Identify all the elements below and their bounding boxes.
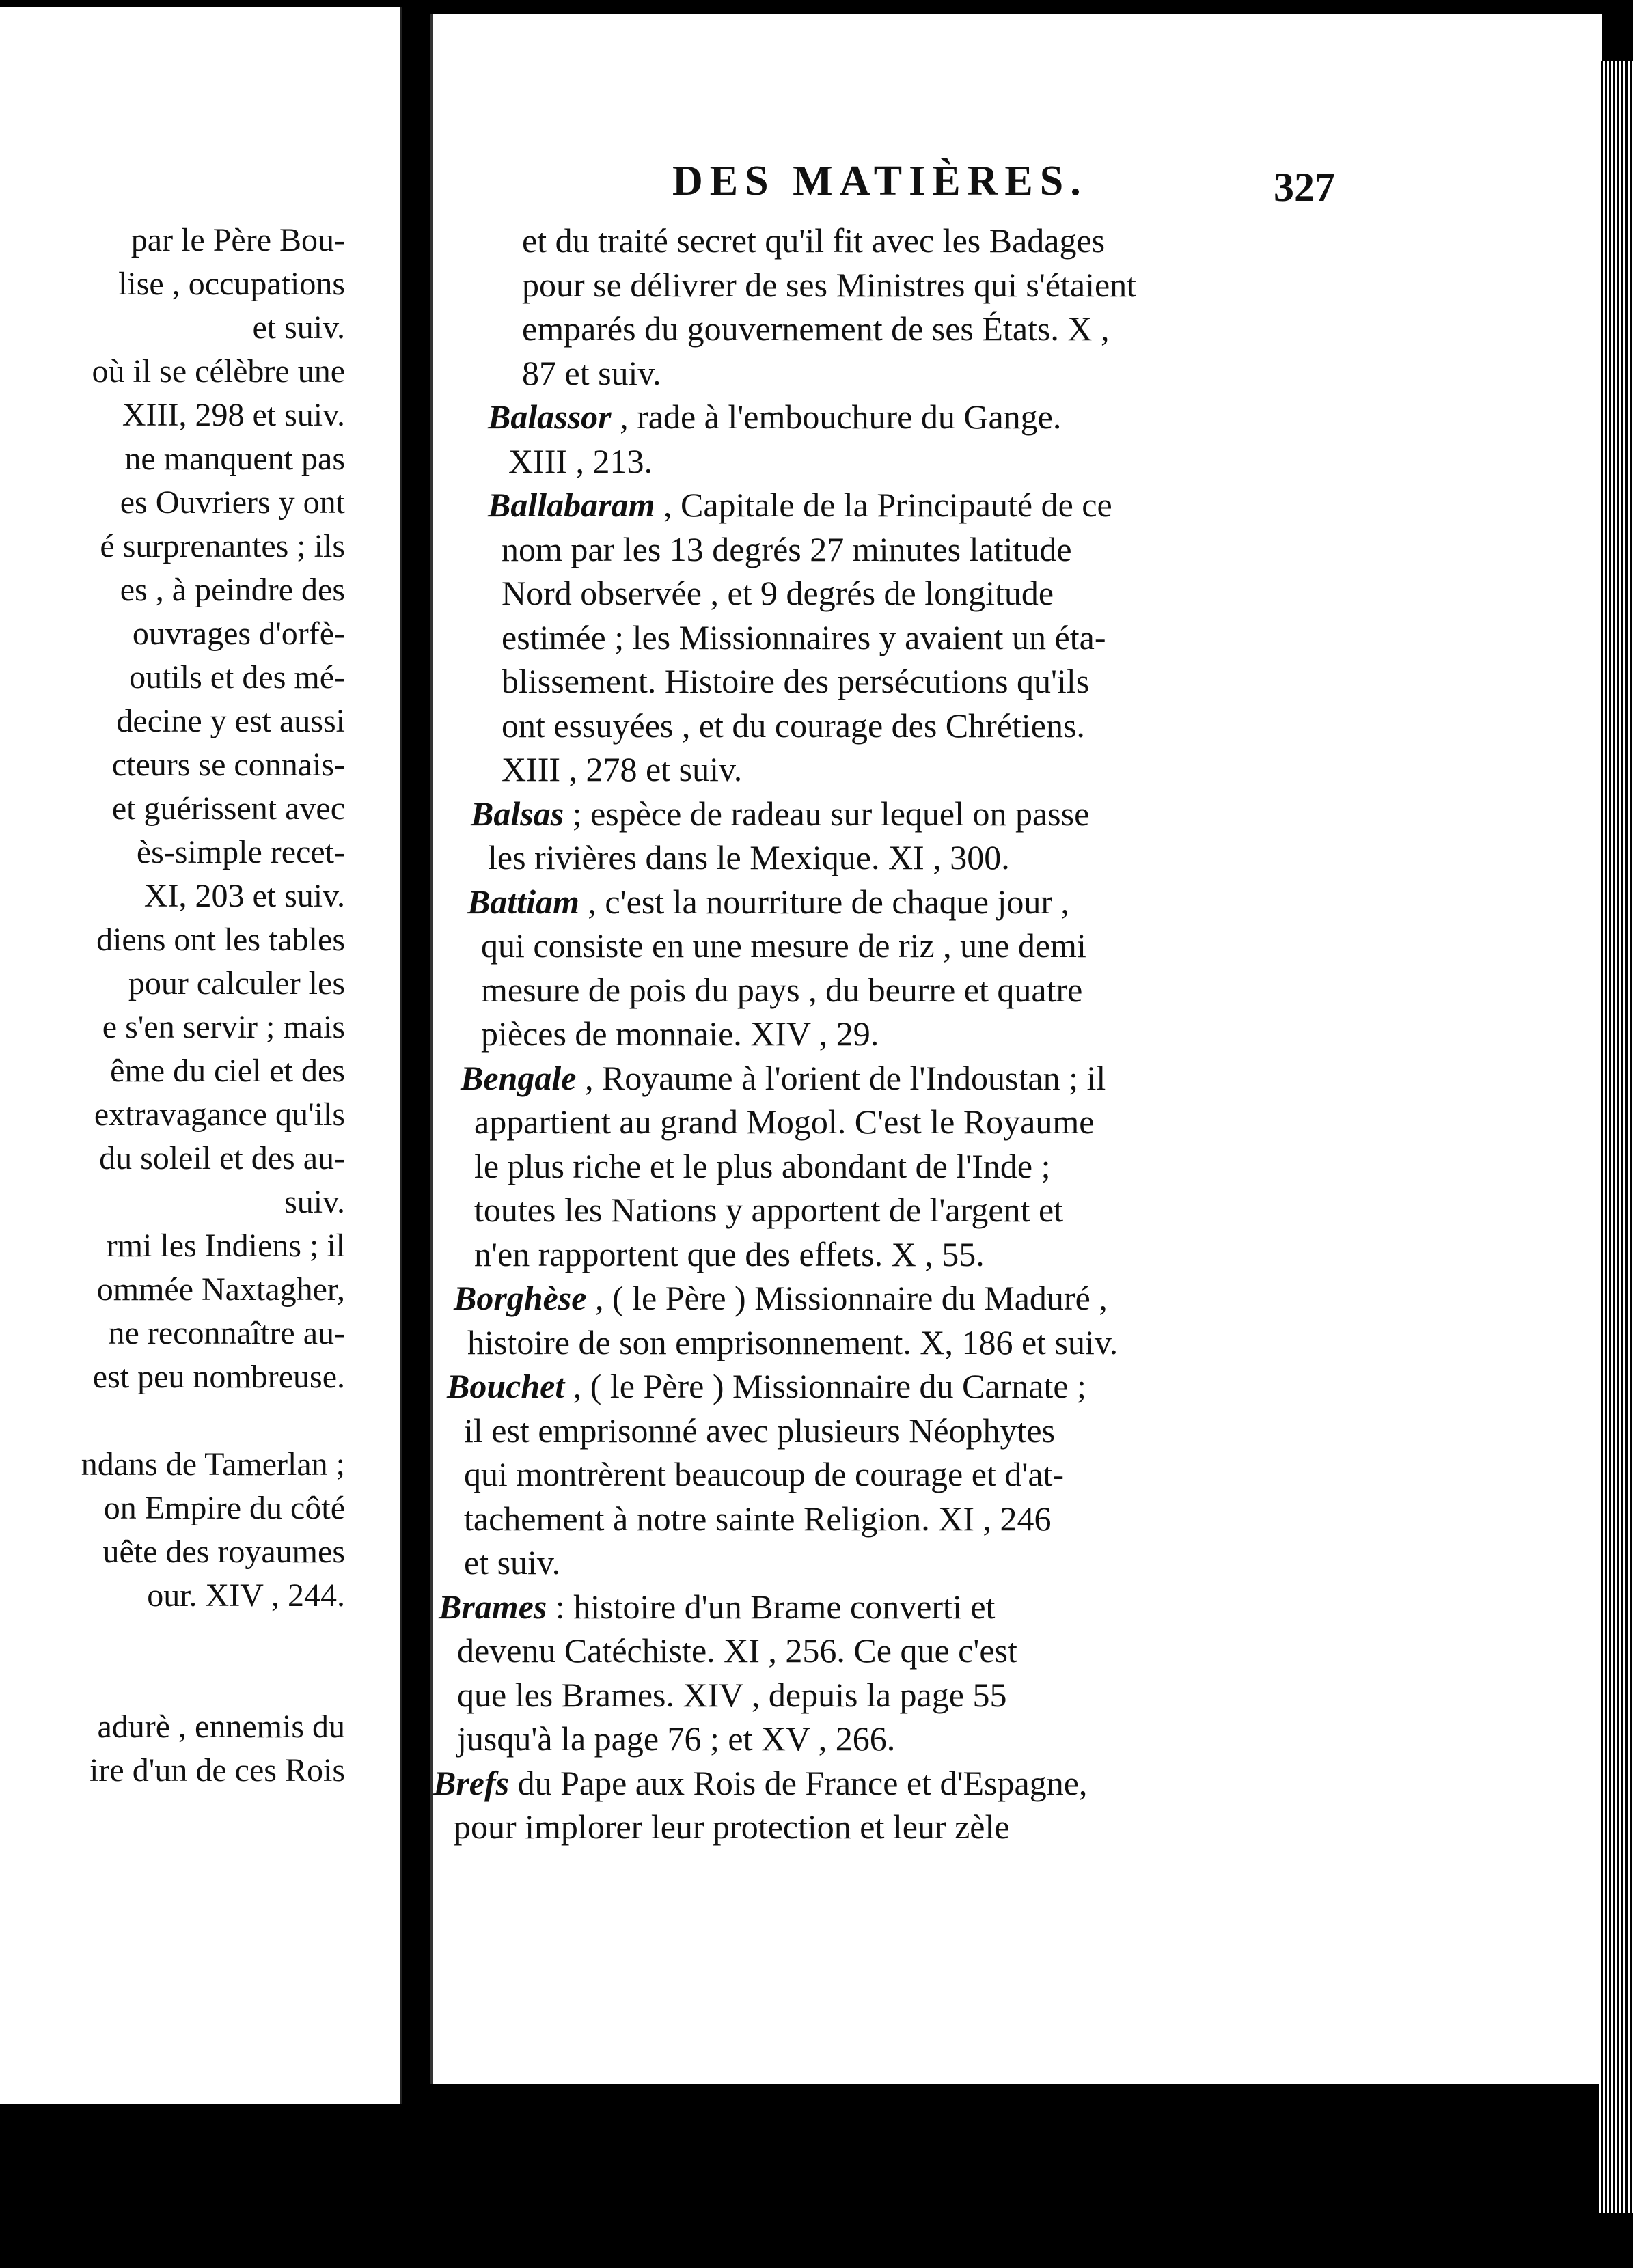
index-entry-line <box>454 1805 1526 1849</box>
index-entry-text: jusqu'à la page 76 ; et XV , 266. <box>457 1719 896 1758</box>
index-entry-line <box>481 924 1526 968</box>
right-page <box>430 14 1602 2084</box>
index-entry-heading: Bouchet <box>447 1367 565 1405</box>
index-entry-text: , ( le Père ) Missionnaire du Maduré , <box>586 1279 1108 1317</box>
left-page-line: ès-simple recet- <box>136 834 345 870</box>
index-entry-line <box>464 1452 1526 1497</box>
index-entry-line <box>502 571 1526 616</box>
index-entry-line <box>474 1100 1526 1144</box>
left-page-line: on Empire du côté <box>103 1490 345 1526</box>
index-entry-heading: Brames <box>439 1587 547 1626</box>
index-entry-heading: Brefs <box>433 1763 510 1802</box>
index-entry-line <box>474 1144 1526 1189</box>
index-entry-line <box>502 747 1526 792</box>
left-page-line <box>0 1399 400 1443</box>
index-entry-first-line <box>454 1276 1526 1320</box>
index-entry-line <box>488 835 1526 880</box>
left-page-line: extravagance qu'ils <box>94 1096 345 1133</box>
index-entry-text: , Capitale de la Principauté de ce <box>655 486 1112 524</box>
index-entry-line <box>464 1540 1526 1585</box>
index-entry-text: blissement. Histoire des persécutions qu'ils <box>502 662 1090 700</box>
index-entry-text: qui consiste en une mesure de riz , une demi <box>481 926 1086 965</box>
index-entry-first-line <box>488 395 1526 439</box>
index-entry-line <box>502 704 1526 748</box>
index-entry-line <box>467 1320 1526 1365</box>
page-number: 327 <box>1274 165 1335 210</box>
index-entry-text: XIII , 213. <box>508 441 653 480</box>
left-page-line: e s'en servir ; mais <box>102 1009 345 1045</box>
index-entry-text: appartient au grand Mogol. C'est le Royaume <box>474 1103 1095 1141</box>
left-page-line: XIII, 298 et suiv. <box>122 397 345 433</box>
index-entry-text: XIII , 278 et suiv. <box>502 750 743 788</box>
index-entry-text: emparés du gouvernement de ses États. X , <box>522 309 1110 348</box>
left-page-line <box>0 1661 400 1705</box>
index-entry-first-line <box>461 1056 1526 1101</box>
index-entry-text: devenu Catéchiste. XI , 256. Ce que c'est <box>457 1631 1017 1670</box>
running-header: DES MATIÈRES. <box>672 158 1088 204</box>
index-entry-text: n'en rapportent que des effets. X , 55. <box>474 1234 985 1273</box>
book-gutter <box>402 0 430 2268</box>
index-entry-text: du Pape aux Rois de France et d'Espagne, <box>509 1763 1088 1802</box>
left-page-line: et suiv. <box>252 309 345 346</box>
index-entry-text: , c'est la nourriture de chaque jour , <box>579 882 1069 921</box>
left-page-line: é surprenantes ; ils <box>100 528 345 564</box>
index-entry-line <box>457 1717 1526 1761</box>
index-entry-line <box>474 1232 1526 1277</box>
left-page-line: es , à peindre des <box>120 572 345 608</box>
index-entry-heading: Balassor <box>488 398 612 436</box>
index-entry-text: les rivières dans le Mexique. XI , 300. <box>488 838 1010 876</box>
index-entry-text: toutes les Nations y apportent de l'argent et <box>474 1191 1064 1229</box>
index-entry-text: estimée ; les Missionnaires y avaient un éta- <box>502 618 1106 656</box>
index-entry-text: Nord observée , et 9 degrés de longitude <box>502 574 1054 612</box>
left-page-line: ommée Naxtagher, <box>96 1271 345 1308</box>
index-entry-line <box>464 1409 1526 1453</box>
index-entry-line <box>508 439 1526 484</box>
left-page-line: XI, 203 et suiv. <box>143 878 345 914</box>
left-page-line: est peu nombreuse. <box>92 1359 345 1395</box>
index-entry-first-line <box>471 792 1526 836</box>
left-page-line: outils et des mé- <box>129 659 345 695</box>
index-entry-heading: Bengale <box>461 1058 577 1097</box>
page-edges <box>1599 61 1633 2213</box>
left-page-line: pour calculer les <box>128 965 345 1001</box>
left-page-line: ne reconnaître au- <box>108 1315 345 1351</box>
index-entry-text: histoire de son emprisonnement. X, 186 et suiv. <box>467 1323 1119 1361</box>
left-page-line: decine y est aussi <box>116 703 345 739</box>
index-entry-heading: Battiam <box>467 882 579 921</box>
index-entry-first-line <box>439 1585 1526 1629</box>
index-entry-text: pièces de monnaie. XIV , 29. <box>481 1014 879 1053</box>
index-entry-heading: Ballabaram <box>488 486 655 524</box>
left-page <box>0 7 402 2104</box>
left-page-line: diens ont les tables <box>96 922 345 958</box>
index-entry-line <box>502 659 1526 704</box>
left-page-line: ire d'un de ces Rois <box>90 1752 345 1788</box>
index-entries <box>433 219 1526 1849</box>
index-entry-text: 87 et suiv. <box>522 353 661 392</box>
index-entry-line <box>481 1012 1526 1056</box>
index-entry-first-line <box>447 1364 1526 1409</box>
index-entry-text: et du traité secret qu'il fit avec les Badages <box>522 221 1106 260</box>
index-entry-text: nom par les 13 degrés 27 minutes latitude <box>502 529 1072 568</box>
left-page-line: adurè , ennemis du <box>97 1709 345 1745</box>
left-page-line: ouvrages d'orfè- <box>132 616 345 652</box>
index-entry-text: , ( le Père ) Missionnaire du Carnate ; <box>564 1367 1086 1405</box>
index-entry-line <box>522 307 1526 351</box>
index-entry-text: il est emprisonné avec plusieurs Néophytes <box>464 1411 1056 1450</box>
index-entry-heading: Balsas <box>471 794 564 833</box>
index-entry-text: pour implorer leur protection et leur zèle <box>454 1808 1010 1846</box>
index-entry-line <box>481 968 1526 1012</box>
left-page-line: ême du ciel et des <box>110 1053 345 1089</box>
left-page-line: our. XIV , 244. <box>147 1577 345 1614</box>
left-page-line: rmi les Indiens ; il <box>106 1228 345 1264</box>
index-entry-line <box>474 1188 1526 1232</box>
index-entry-first-line <box>488 483 1526 527</box>
index-entry-text: le plus riche et le plus abondant de l'Inde ; <box>474 1146 1051 1185</box>
left-page-line <box>0 1618 400 1661</box>
index-entry-line <box>457 1673 1526 1717</box>
left-page-line: es Ouvriers y ont <box>120 484 345 521</box>
index-entry-text: ; espèce de radeau sur lequel on passe <box>564 794 1090 833</box>
left-page-line: du soleil et des au- <box>99 1140 345 1176</box>
left-page-line: suiv. <box>284 1184 345 1220</box>
left-page-text <box>0 219 400 1793</box>
left-page-line: et guérissent avec <box>111 790 345 827</box>
index-entry-first-line <box>467 880 1526 924</box>
index-entry-heading: Borghèse <box>454 1279 587 1317</box>
index-entry-line <box>522 219 1526 263</box>
index-entry-text: , rade à l'embouchure du Gange. <box>611 398 1062 436</box>
index-entry-text: ont essuyées , et du courage des Chrétiens. <box>502 706 1085 745</box>
index-entry-text: tachement à notre sainte Religion. XI , 246 <box>464 1499 1052 1538</box>
left-page-line: ndans de Tamerlan ; <box>81 1446 345 1482</box>
index-entry-text: pour se délivrer de ses Ministres qui s'étaient <box>522 265 1137 304</box>
index-entry-text: , Royaume à l'orient de l'Indoustan ; il <box>576 1058 1106 1097</box>
index-entry-line <box>522 351 1526 396</box>
index-entry-line <box>457 1629 1526 1673</box>
index-entry-text: que les Brames. XIV , depuis la page 55 <box>457 1675 1007 1714</box>
index-entry-line <box>522 263 1526 307</box>
index-entry-text: : histoire d'un Brame converti et <box>547 1587 996 1626</box>
index-entry-line <box>464 1497 1526 1541</box>
left-page-line: où il se célèbre une <box>92 353 345 389</box>
index-entry-line <box>502 527 1526 572</box>
left-page-line: uête des royaumes <box>102 1534 345 1570</box>
index-entry-first-line <box>433 1761 1526 1806</box>
index-entry-line <box>502 616 1526 660</box>
index-entry-text: et suiv. <box>464 1543 561 1581</box>
left-page-line: cteurs se connais- <box>111 747 345 783</box>
left-page-line: ne manquent pas <box>124 441 345 477</box>
index-entry-text: mesure de pois du pays , du beurre et quatre <box>481 970 1083 1009</box>
left-page-line: lise , occupations <box>118 266 345 302</box>
left-page-line: par le Père Bou- <box>131 222 345 258</box>
index-entry-text: qui montrèrent beaucoup de courage et d'at- <box>464 1455 1065 1493</box>
